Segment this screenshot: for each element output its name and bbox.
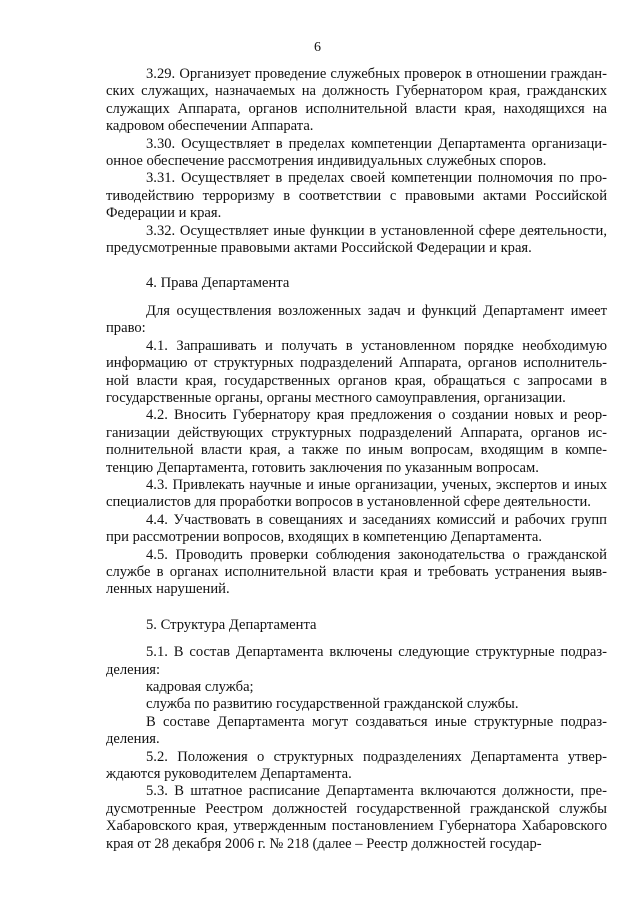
section-5-heading: 5. Структура Департамента xyxy=(146,616,317,633)
document-body xyxy=(106,66,607,853)
paragraph-3-31: 3.31. Осуществляет в пределах своей компетенции полномочия по противодействию терроризму в соответствии с правовыми актами Российской Федерации и края. xyxy=(106,170,607,222)
paragraph-3-30: 3.30. Осуществляет в пределах компетенции Департамента организационное обеспечение рассмотрения индивидуальных служебных споров. xyxy=(106,135,607,170)
list-item: служба по развитию государственной гражданской службы. xyxy=(146,696,519,713)
section-4-intro: Для осуществления возложенных задач и функций Департамент имеет право: xyxy=(106,302,607,337)
paragraph-4-5: 4.5. Проводить проверки соблюдения законодательства о гражданской службе в органах исполнительной власти края и требовать устранения выявленных нарушений. xyxy=(106,546,607,598)
paragraph-4-1: 4.1. Запрашивать и получать в установленном порядке необходимую информацию от структурных подразделений Аппарата, органов исполнительной власти края, государственных органов края, обращаться с запросами в государственные органы, органы местного самоуправления, организации. xyxy=(106,337,607,406)
page-number: 6 xyxy=(314,40,321,55)
list-item: кадровая служба; xyxy=(146,679,254,695)
paragraph-3-32: 3.32. Осуществляет иные функции в установленной сфере деятельности, предусмотренные правовыми актами Российской Федерации и края. xyxy=(106,222,607,257)
paragraph-3-29: 3.29. Организует проведение служебных проверок в отношении гражданских служащих, назначаемых на должность Губернатором края, гражданских служащих Аппарата, органов исполнительной власти края, находящихся на кадровом обеспечении Аппарата. xyxy=(106,66,607,135)
paragraph-5-1: 5.1. В состав Департамента включены следующие структурные подразделения: xyxy=(106,644,607,678)
paragraph-5-2: 5.2. Положения о структурных подразделениях Департамента утверждаются руководителем Департамента. xyxy=(106,748,607,783)
paragraph-4-4: 4.4. Участвовать в совещаниях и заседаниях комиссий и рабочих групп при рассмотрении вопросов, входящих в компетенцию Департамента. xyxy=(106,511,607,546)
paragraph-4-2: 4.2. Вносить Губернатору края предложения о создании новых и реорганизации действующих структурных подразделений Аппарата, органов исполнительной власти края, а также по иным вопросам, входящим в компетенцию Департамента, готовить заключения по указанным вопросам. xyxy=(106,407,607,476)
paragraph-5-1-note: В составе Департамента могут создаваться иные структурные подразделения. xyxy=(106,713,607,748)
paragraph-4-3: 4.3. Привлекать научные и иные организации, ученых, экспертов и иных специалистов для проработки вопросов в установленной сфере деятельности. xyxy=(106,476,607,511)
section-4-heading: 4. Права Департамента xyxy=(146,275,290,292)
paragraph-5-3: 5.3. В штатное расписание Департамента включаются должности, предусмотренные Реестром должностей государственной гражданской службы Хабаровского края, утвержденным постановлением Губернатора Хабаровского края от 28 декабря 2006 г. № 218 (далее – Реестр должностей государ- xyxy=(106,783,607,852)
